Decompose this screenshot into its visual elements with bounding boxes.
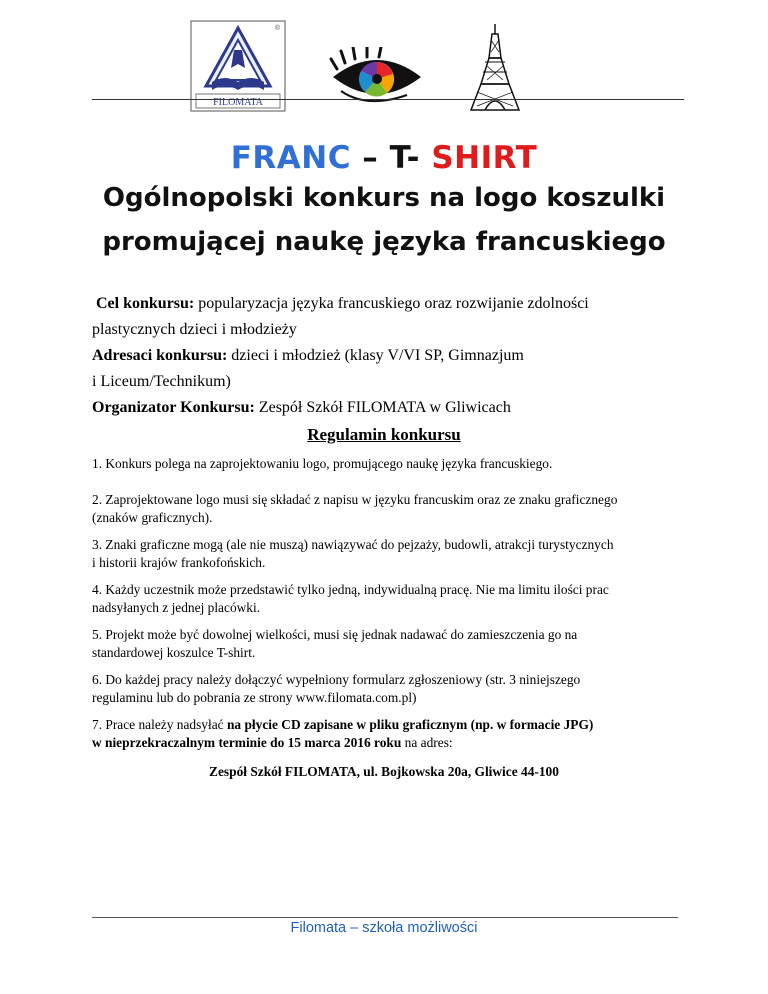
goal-label: Cel konkursu: bbox=[96, 295, 195, 312]
rule-7 bbox=[92, 716, 688, 752]
footer-slogan: Filomata – szkoła możliwości bbox=[290, 920, 478, 936]
rule-4-line-2: nadsyłanych z jednej placówki. bbox=[92, 600, 261, 615]
organizer-label: Organizator Konkursu: bbox=[92, 399, 255, 416]
rule-7-outro: na adres: bbox=[401, 735, 453, 750]
rule-5-line-2: standardowej koszulce T-shirt. bbox=[92, 645, 256, 660]
title-shirt: SHIRT bbox=[420, 140, 538, 176]
rule-3-line-1: 3. Znaki graficzne mogą (ale nie muszą) nawiązywać do pejzaży, budowli, atrakcji turystycznych bbox=[92, 537, 614, 552]
rule-5-line-1: 5. Projekt może być dowolnej wielkości, musi się jednak nadawać do zamieszczenia go na bbox=[92, 627, 578, 642]
audience-line-2: i Liceum/Technikum) bbox=[92, 373, 231, 390]
goal-line-2: plastycznych dzieci i młodzieży bbox=[92, 321, 297, 338]
svg-text:®: ® bbox=[274, 25, 280, 32]
rule-4-line-1: 4. Każdy uczestnik może przedstawić tylko jedną, indywidualną pracę. Nie ma limitu ilości prac bbox=[92, 582, 609, 597]
subtitle-line-2: promującej naukę języka francuskiego bbox=[102, 227, 666, 257]
eye-logo bbox=[327, 47, 427, 117]
title-franc: FRANC bbox=[230, 140, 351, 176]
rule-7-deadline: w nieprzekraczalnym terminie do 15 marca 2016 roku bbox=[92, 735, 402, 750]
organizer-text: Zespół Szkół FILOMATA w Gliwicach bbox=[254, 399, 511, 416]
goal-text: popularyzacja języka francuskiego oraz rozwijanie zdolności bbox=[194, 295, 589, 312]
rule-2-line-1: 2. Zaprojektowane logo musi się składać z napisu w języku francuskim oraz ze znaku graficznego bbox=[92, 492, 618, 507]
rule-3-line-2: i historii krajów frankofońskich. bbox=[92, 555, 266, 570]
rule-6-line-2: regulaminu lub do pobrania ze strony www.filomata.com.pl) bbox=[92, 690, 417, 705]
rule-7-intro: 7. Prace należy nadsyłać bbox=[92, 717, 227, 732]
subtitle-line-1: Ogólnopolski konkurs na logo koszulki bbox=[102, 183, 666, 213]
rule-5 bbox=[92, 626, 688, 662]
postal-address: Zespół Szkół FILOMATA, ul. Bojkowska 20a, Gliwice 44-100 bbox=[209, 764, 559, 779]
svg-text:FILOMATA: FILOMATA bbox=[213, 97, 263, 108]
organizer-line bbox=[92, 396, 692, 420]
footer-divider bbox=[92, 917, 678, 918]
goal-line bbox=[92, 292, 692, 316]
page-title bbox=[0, 140, 768, 176]
rule-6 bbox=[92, 671, 688, 707]
rule-4 bbox=[92, 581, 688, 617]
rule-7-format: na płycie CD zapisane w pliku graficznym (np. w formacie JPG) bbox=[226, 717, 594, 732]
audience-line bbox=[92, 344, 692, 368]
rule-6-line-1: 6. Do każdej pracy należy dołączyć wypełniony formularz zgłoszeniowy (str. 3 niniejszego bbox=[92, 672, 581, 687]
title-t: T- bbox=[389, 140, 421, 176]
header-logos bbox=[0, 12, 768, 108]
title-dash: – bbox=[350, 140, 390, 176]
rule-2 bbox=[92, 491, 688, 527]
rule-3 bbox=[92, 536, 688, 572]
audience-label: Adresaci konkursu: bbox=[92, 347, 228, 364]
audience-text: dzieci i młodzież (klasy V/VI SP, Gimnazjum bbox=[227, 347, 524, 364]
rule-7-line-2 bbox=[92, 734, 688, 752]
header-divider bbox=[92, 99, 684, 100]
rule-7-line-1 bbox=[92, 716, 688, 734]
regulations-heading: Regulamin konkursu bbox=[307, 425, 461, 444]
rule-1: 1. Konkurs polega na zaprojektowaniu logo, promującego naukę języka francuskiego. bbox=[92, 456, 553, 471]
rule-2-line-2: (znaków graficznych). bbox=[92, 510, 213, 525]
